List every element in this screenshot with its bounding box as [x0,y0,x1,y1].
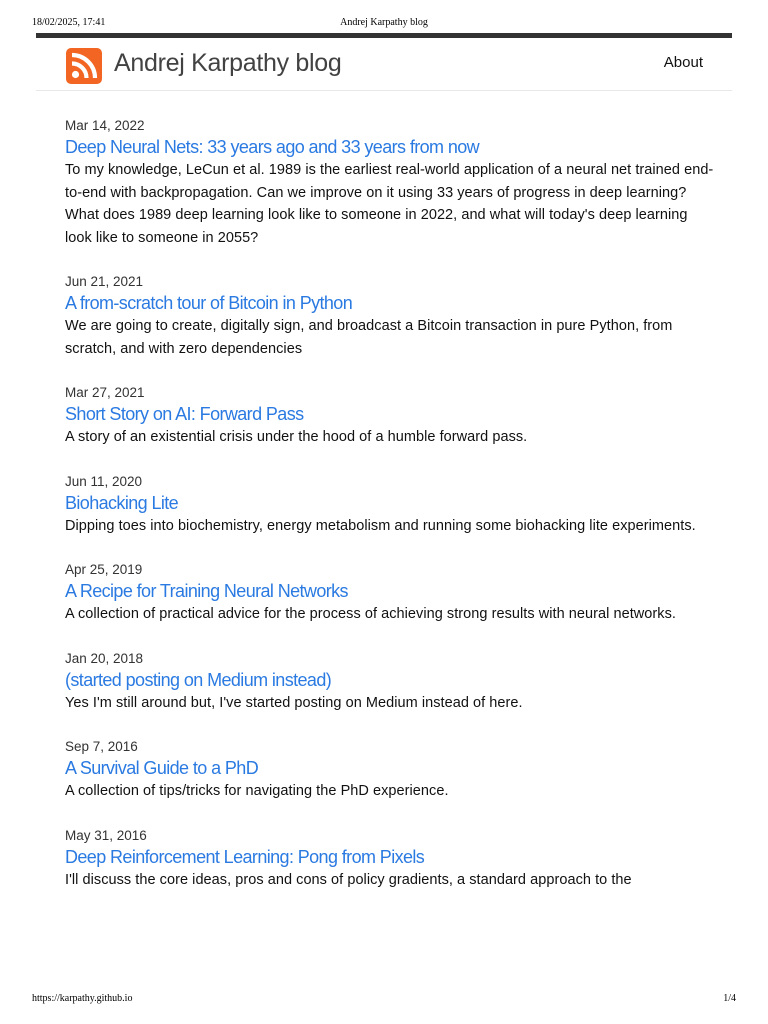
post-item [65,384,715,449]
post-date: Jun 11, 2020 [65,473,143,489]
print-datetime: 18/02/2025, 17:41 [32,17,106,28]
post-excerpt: A story of an existential crisis under the hood of a humble forward pass. [65,429,528,445]
post-item [65,273,715,360]
print-url: https://karpathy.github.io [32,993,133,1004]
post-title-link[interactable]: Short Story on AI: Forward Pass [65,404,304,424]
post-item [65,561,715,626]
post-list [65,117,715,915]
print-page-title: Andrej Karpathy blog [340,17,428,28]
post-date: Sep 7, 2016 [65,739,138,754]
post-title-link[interactable]: (started posting on Medium instead) [65,669,332,690]
post-item [65,650,715,715]
site-header [36,38,732,91]
nav-about-link[interactable]: About [663,54,703,71]
post-item [65,827,715,892]
post-title-link[interactable]: Biohacking Lite [65,492,179,513]
post-excerpt: We are going to create, digitally sign, and broadcast a Bitcoin transaction in pure Python, from scratch, and with zero dependencies [65,318,673,357]
post-date: Apr 25, 2019 [65,562,143,577]
post-item [65,738,715,803]
post-item [65,117,715,249]
post-date: Mar 27, 2021 [65,385,145,400]
post-excerpt: A collection of practical advice for the process of achieving strong results with neural networks. [65,606,676,622]
post-title-link[interactable]: A Recipe for Training Neural Networks [65,581,348,601]
post-date: May 31, 2016 [65,827,147,843]
post-date: Jun 21, 2021 [65,274,144,289]
post-title-link[interactable]: A Survival Guide to a PhD [65,758,259,778]
print-footer [0,993,768,1007]
post-excerpt: Dipping toes into biochemistry, energy metabolism and running some biohacking lite experiments. [65,517,696,534]
post-item [65,473,715,538]
post-title-link[interactable]: Deep Neural Nets: 33 years ago and 33 years from now [65,137,480,157]
post-excerpt: To my knowledge, LeCun et al. 1989 is the earliest real-world application of a neural net trained end-to-end with backpropagation. Can we improve on it using 33 years of progress in deep learning? What does 1989 deep learning look like to someone in 2022, and what will today's deep learning look like to someone in 2055? [65,162,714,246]
post-excerpt: I'll discuss the core ideas, pros and cons of policy gradients, a standard approach to the [65,871,632,888]
print-header [0,17,768,31]
print-page-number: 1/4 [723,993,736,1004]
post-title-link[interactable]: A from-scratch tour of Bitcoin in Python [65,293,353,313]
post-excerpt: A collection of tips/tricks for navigating the PhD experience. [65,783,449,799]
site-title-link[interactable]: Andrej Karpathy blog [114,49,342,77]
post-date: Jan 20, 2018 [65,650,144,666]
post-excerpt: Yes I'm still around but, I've started posting on Medium instead of here. [65,694,523,711]
post-title-link[interactable]: Deep Reinforcement Learning: Pong from Pixels [65,846,425,867]
post-date: Mar 14, 2022 [65,118,145,133]
rss-feed-icon[interactable] [66,48,102,84]
